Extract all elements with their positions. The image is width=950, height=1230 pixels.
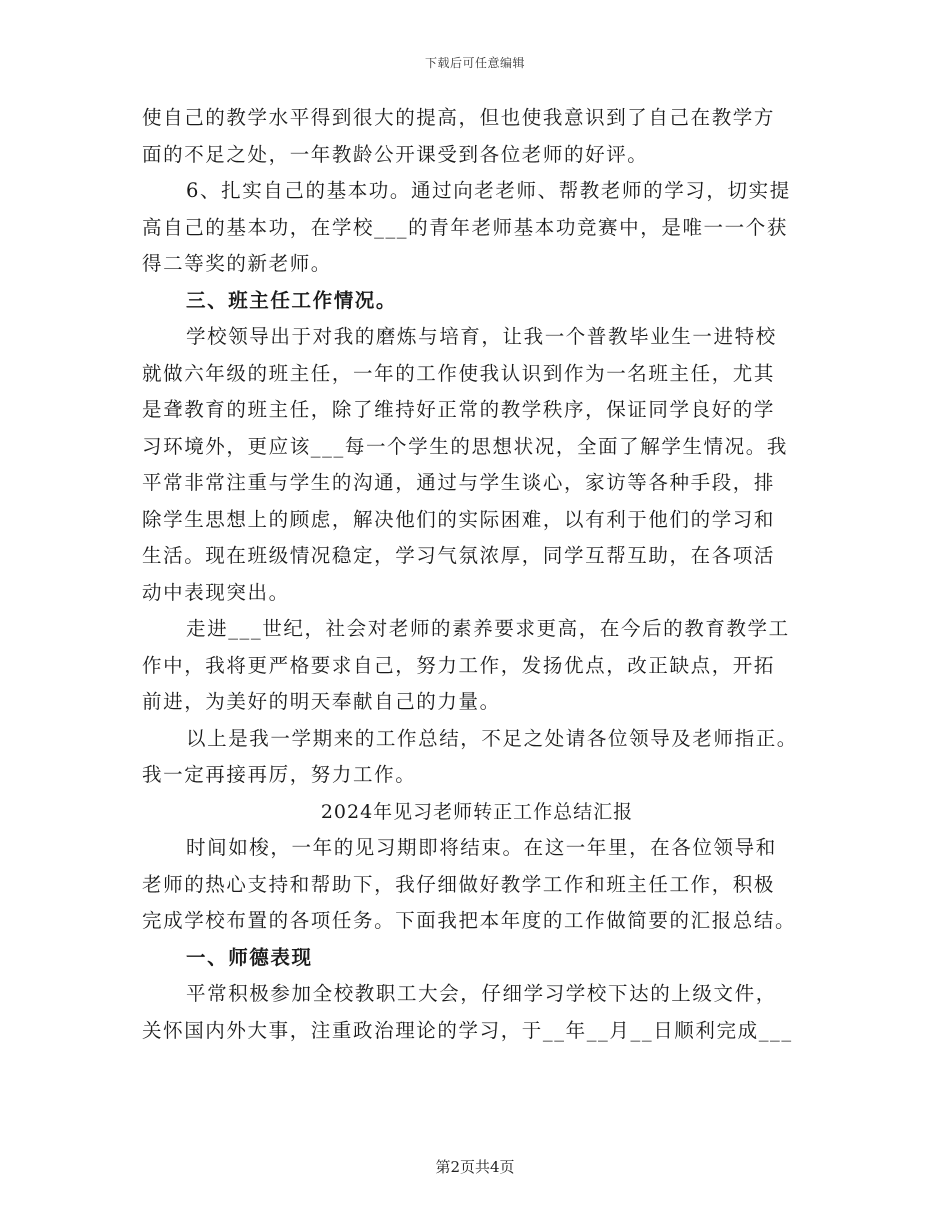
text-line: 面的不足之处，一年教龄公开课受到各位老师的好评。 [142, 142, 649, 166]
text-line: 除学生思想上的顾虑，解决他们的实际困难，以有利于他们的学习和 [142, 507, 776, 531]
text-line: 高自己的基本功，在学校___的青年老师基本功竞赛中，是唯一一个获 [142, 215, 788, 239]
text-line: 是聋教育的班主任，除了维持好正常的教学秩序，保证同学良好的学 [142, 398, 776, 421]
section-heading: 一、师德表现 [186, 945, 313, 969]
text-line: 使自己的教学水平得到很大的提高，但也使我意识到了自己在教学方 [142, 106, 776, 129]
text-line: 学校领导出于对我的磨炼与培育，让我一个普教毕业生一进特校 [186, 325, 777, 348]
text-line: 得二等奖的新老师。 [142, 252, 332, 275]
text-line: 前进，为美好的明天奉献自己的力量。 [142, 690, 501, 713]
page-header: 下载后可任意编辑 [424, 56, 525, 70]
text-line: 以上是我一学期来的工作总结，不足之处请各位领导及老师指正。 [186, 726, 798, 750]
page-number: 第2页共4页 [435, 1158, 515, 1176]
text-line: 老师的热心支持和帮助下，我仔细做好教学工作和班主任工作，积极 [142, 872, 776, 896]
text-line: 习环境外，更应该___每一个学生的思想状况，全面了解学生情况。我 [142, 434, 788, 458]
text-line: 平常非常注重与学生的沟通，通过与学生谈心，家访等各种手段，排 [142, 471, 776, 494]
document-body [142, 100, 812, 1049]
text-line: 走进___世纪，社会对老师的素养要求更高，在今后的教育教学工 [186, 617, 790, 640]
section-title: 2024年见习老师转正工作总结汇报 [320, 800, 634, 823]
text-line: 关怀国内外大事，注重政治理论的学习，于__年__月__日顺利完成___ [142, 1018, 793, 1042]
text-line: 6、扎实自己的基本功。通过向老老师、帮教老师的学习，切实提 [186, 179, 791, 202]
text-line: 作中，我将更严格要求自己，努力工作，发扬优点，改正缺点，开拓 [142, 653, 776, 677]
text-line: 完成学校布置的各项任务。下面我把本年度的工作做简要的汇报总结。 [142, 909, 797, 932]
section-heading: 三、班主任工作情况。 [186, 288, 398, 312]
text-line: 时间如梭，一年的见习期即将结束。在这一年里，在各位领导和 [186, 836, 777, 859]
text-line: 就做六年级的班主任，一年的工作使我认识到作为一名班主任，尤其 [142, 361, 776, 385]
text-line: 我一定再接再厉，努力工作。 [142, 763, 417, 786]
text-line: 生活。现在班级情况稳定，学习气氛浓厚，同学互帮互助，在各项活 [142, 544, 776, 567]
text-line: 动中表现突出。 [142, 580, 290, 604]
text-line: 平常积极参加全校教职工大会，仔细学习学校下达的上级文件， [186, 982, 777, 1005]
